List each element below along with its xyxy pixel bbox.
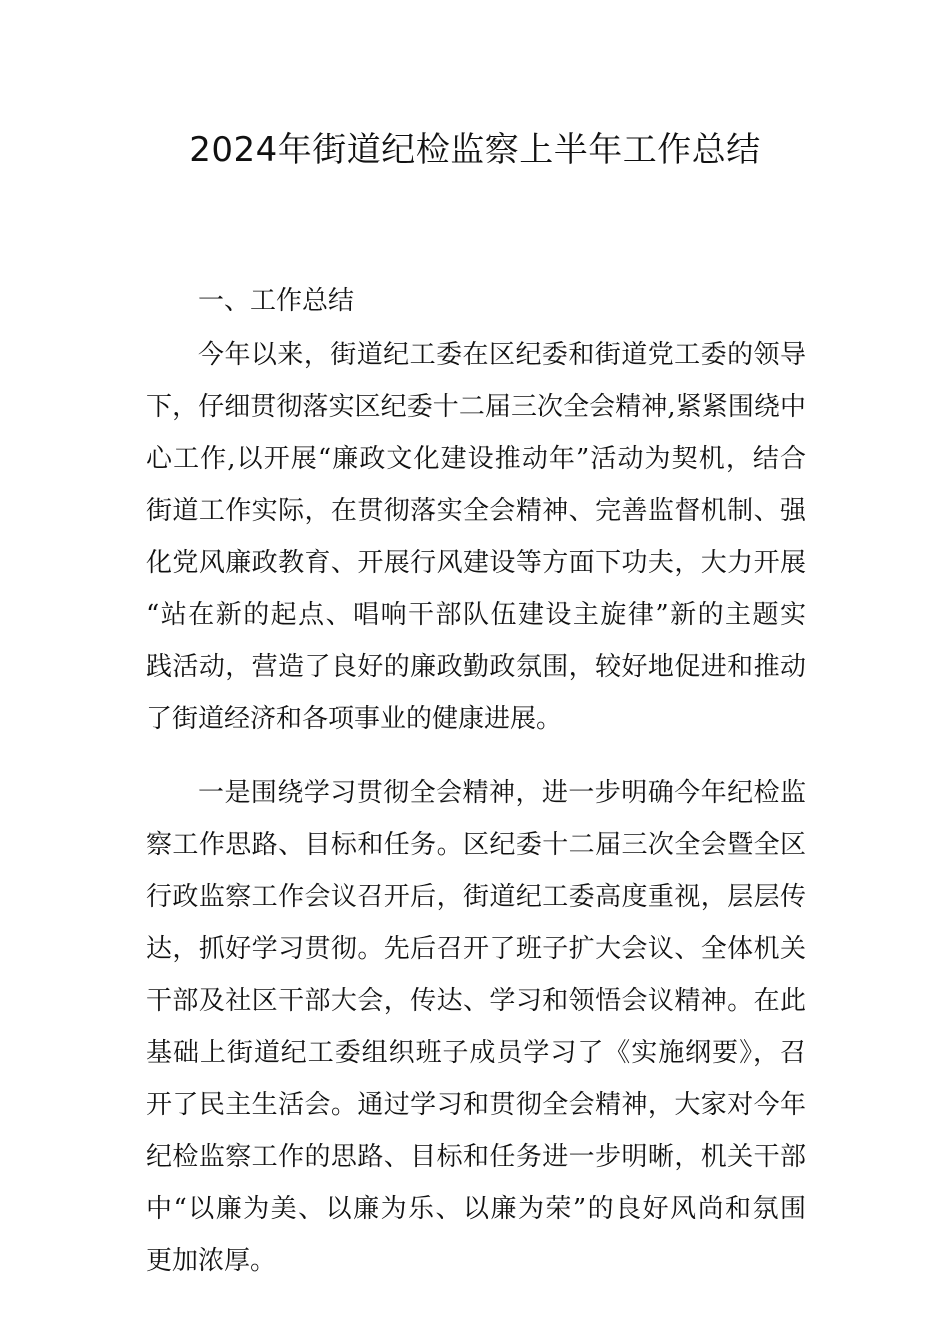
paragraph-line: 下，仔细贯彻落实区纪委十二届三次全会精神,紧紧围绕中	[146, 392, 806, 422]
paragraph-line: 中“以廉为美、以廉为乐、以廉为荣”的良好风尚和氛围	[146, 1194, 806, 1224]
paragraph-line: 开了民主生活会。通过学习和贯彻全会精神，大家对今年	[146, 1090, 806, 1120]
document-body	[146, 279, 806, 1287]
paragraph-line: 一是围绕学习贯彻全会精神，进一步明确今年纪检监	[198, 778, 806, 808]
paragraph-line: 干部及社区干部大会，传达、学习和领悟会议精神。在此	[146, 986, 806, 1016]
paragraph-line: 心工作,以开展“廉政文化建设推动年”活动为契机，结合	[146, 444, 806, 474]
paragraph-line: 基础上街道纪工委组织班子成员学习了《实施纲要》，召	[146, 1038, 806, 1068]
paragraph-line: 街道工作实际，在贯彻落实全会精神、完善监督机制、强	[146, 496, 806, 526]
document-title: 2024年街道纪检监察上半年工作总结	[189, 130, 761, 170]
paragraph-line: 今年以来，街道纪工委在区纪委和街道党工委的领导	[198, 340, 806, 370]
paragraph-study-plenary	[146, 767, 806, 1287]
paragraph-line: 达，抓好学习贯彻。先后召开了班子扩大会议、全体机关	[146, 934, 806, 964]
paragraph-line: 了街道经济和各项事业的健康进展。	[146, 704, 563, 734]
paragraph-line: 纪检监察工作的思路、目标和任务进一步明晰，机关干部	[146, 1142, 806, 1172]
paragraph-line: 行政监察工作会议召开后，街道纪工委高度重视，层层传	[146, 882, 806, 912]
paragraph-line: 更加浓厚。	[146, 1246, 277, 1276]
paragraph-line: 化党风廉政教育、开展行风建设等方面下功夫，大力开展	[146, 548, 806, 578]
section-heading: 一、工作总结	[198, 286, 355, 316]
paragraph-line: 践活动，营造了良好的廉政勤政氛围，较好地促进和推动	[146, 652, 806, 682]
paragraph-line: “站在新的起点、唱响干部队伍建设主旋律”新的主题实	[146, 600, 806, 630]
paragraph-line: 察工作思路、目标和任务。区纪委十二届三次全会暨全区	[146, 830, 806, 860]
paragraph-summary	[146, 329, 806, 745]
